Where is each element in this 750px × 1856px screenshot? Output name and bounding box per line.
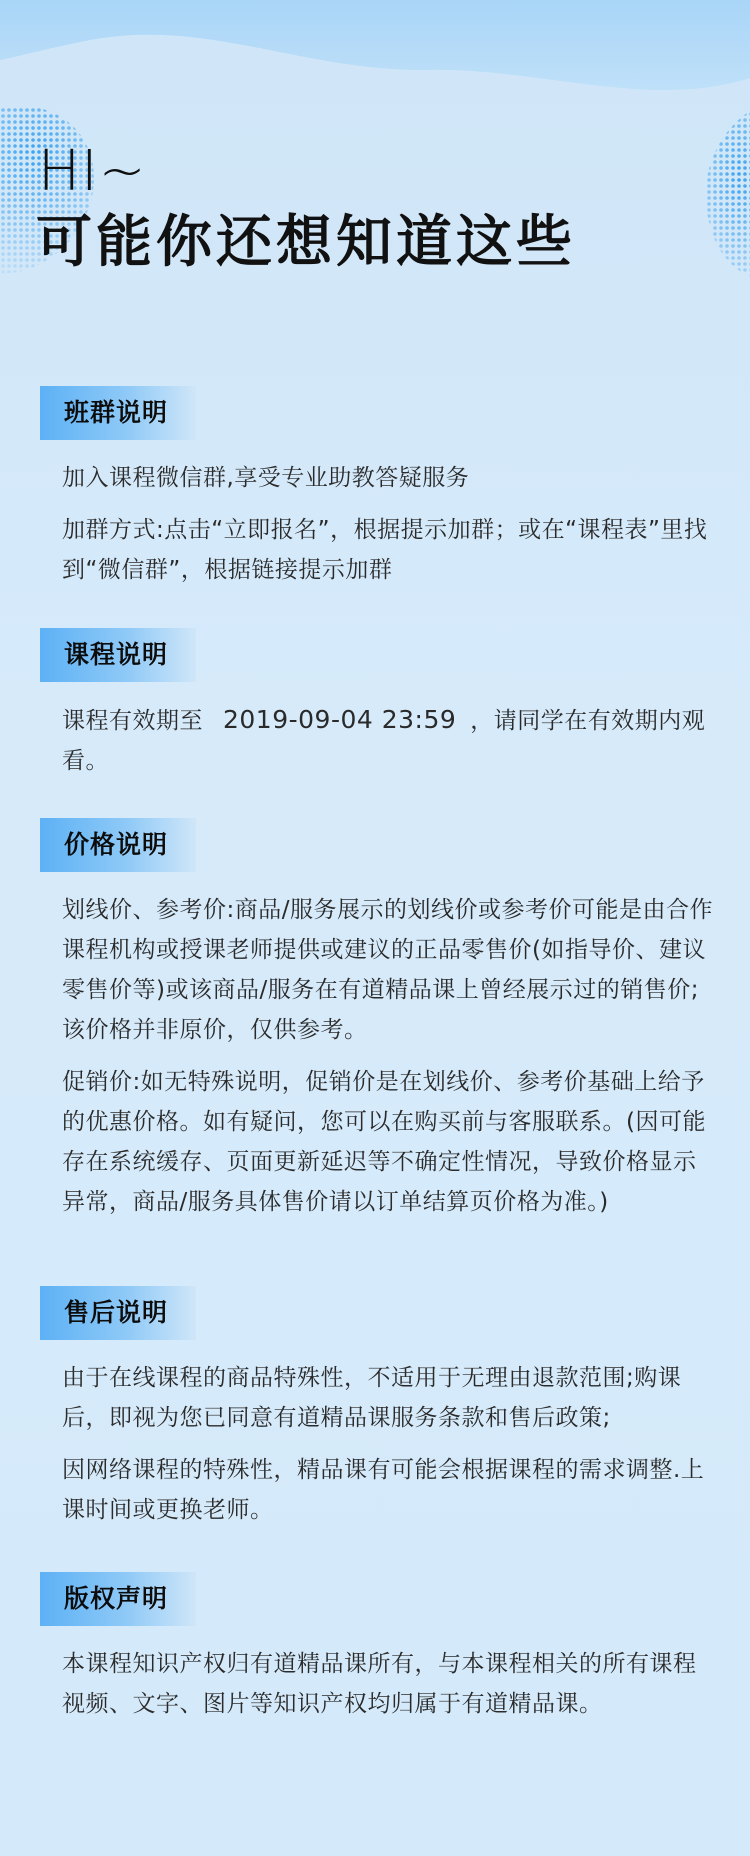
section-paragraph: 因网络课程的特殊性，精品课有可能会根据课程的需求调整.上课时间或更换老师。: [62, 1457, 705, 1523]
validity-date: 2019-09-04 23:59: [223, 705, 457, 734]
section-copyright: [40, 1572, 715, 1724]
section-tag: 版权声明: [40, 1572, 196, 1626]
section-tag: 售后说明: [40, 1286, 196, 1340]
page-title: 可能你还想知道这些: [36, 210, 576, 275]
section-paragraph: 划线价、参考价:商品/服务展示的划线价或参考价可能是由合作课程机构或授课老师提供或建议的正品零售价(如指导价、建议零售价等)或该商品/服务在有道精品课上曾经展示过的销售价;该价格并非原价，仅供参考。: [62, 897, 713, 1043]
validity-suffix: ，请同学在有效期内观看。: [62, 708, 706, 774]
top-wave-decoration: [0, 0, 750, 110]
section-paragraph: 由于在线课程的商品特殊性，不适用于无理由退款范围;购课后，即视为您已同意有道精品课服务条款和售后政策;: [62, 1365, 682, 1431]
greeting: HI~: [38, 139, 147, 204]
dot-pattern-right: [700, 105, 750, 285]
section-after-sales: [40, 1286, 715, 1530]
section-tag: 课程说明: [40, 628, 196, 682]
validity-prefix: 课程有效期至: [62, 708, 203, 734]
section-tag: 班群说明: [40, 386, 196, 440]
section-paragraph: [40, 700, 715, 781]
section-paragraph: 加入课程微信群,享受专业助教答疑服务: [62, 465, 470, 491]
section-tag: 价格说明: [40, 818, 196, 872]
section-price: [40, 818, 715, 1222]
section-class-group: [40, 386, 715, 590]
section-paragraph: 加群方式:点击“立即报名”，根据提示加群；或在“课程表”里找到“微信群”，根据链接提示加群: [62, 517, 708, 583]
section-paragraph: 本课程知识产权归有道精品课所有，与本课程相关的所有课程视频、文字、图片等知识产权均归属于有道精品课。: [62, 1651, 697, 1717]
section-course: [40, 628, 715, 781]
section-paragraph: 促销价:如无特殊说明，促销价是在划线价、参考价基础上给予的优惠价格。如有疑问，您可以在购买前与客服联系。(因可能存在系统缓存、页面更新延迟等不确定性情况，导致价格显示异常，商品/服务具体售价请以订单结算页价格为准。): [62, 1069, 706, 1215]
